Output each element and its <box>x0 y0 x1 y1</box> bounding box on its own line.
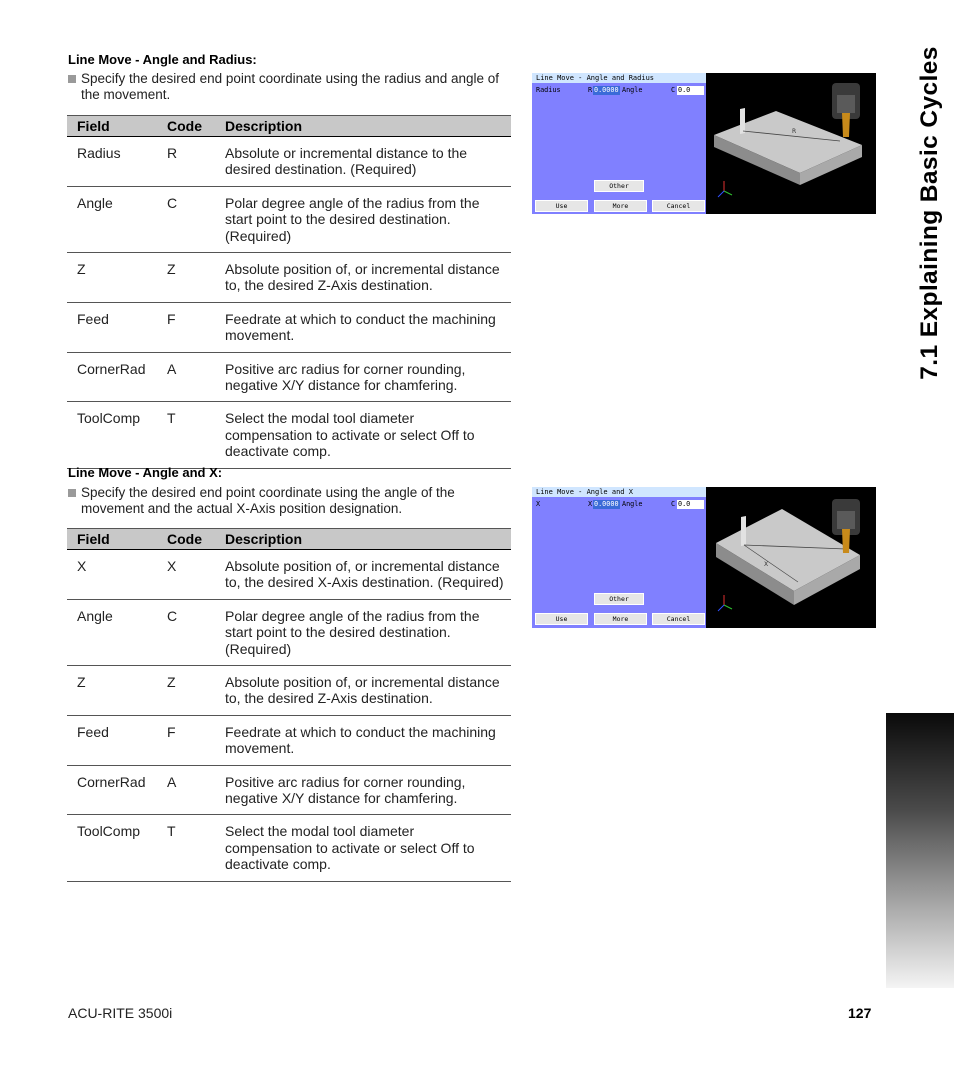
spindle-collet <box>837 95 855 113</box>
field-label-angle: Angle <box>622 86 643 94</box>
cell-field: Feed <box>67 302 157 352</box>
dialog-title: Line Move - Angle and Radius <box>532 73 706 83</box>
cancel-button[interactable]: Cancel <box>652 200 705 212</box>
field-code-c: C <box>671 500 676 508</box>
more-button[interactable]: More <box>594 200 647 212</box>
header-code: Code <box>157 529 215 550</box>
spindle-collet <box>837 511 855 529</box>
cell-field: CornerRad <box>67 765 157 815</box>
table-header-row <box>67 529 511 550</box>
bullet-text: Specify the desired end point coordinate using the radius and angle of the movement. <box>81 71 500 102</box>
cell-field: Feed <box>67 715 157 765</box>
table-row <box>67 137 511 187</box>
cell-field: Angle <box>67 599 157 665</box>
table-row <box>67 352 511 402</box>
field-table-angle-x <box>67 528 511 882</box>
axis-y <box>718 605 724 611</box>
cell-field: ToolComp <box>67 402 157 468</box>
path-label: R <box>792 128 797 135</box>
dialog-title: Line Move - Angle and X <box>532 487 706 497</box>
cell-description: Feedrate at which to conduct the machining movement. <box>215 302 511 352</box>
table-row <box>67 550 511 600</box>
field-table-angle-radius <box>67 115 511 469</box>
cell-code: C <box>157 599 215 665</box>
table-row <box>67 765 511 815</box>
cell-field: CornerRad <box>67 352 157 402</box>
axis-x <box>724 605 732 609</box>
cell-description: Polar degree angle of the radius from the start point to the desired destination. (Required) <box>215 186 511 252</box>
screenshot-angle-x <box>532 487 876 628</box>
cell-field: Radius <box>67 137 157 187</box>
cell-description: Select the modal tool diameter compensation to activate or select Off to deactivate comp. <box>215 815 511 881</box>
footer-product-name: ACU-RITE 3500i <box>68 1005 173 1021</box>
table-row <box>67 715 511 765</box>
bullet-angle-x <box>68 485 513 517</box>
axis-y <box>718 191 724 197</box>
cell-field: X <box>67 550 157 600</box>
chapter-side-title <box>906 48 954 378</box>
other-button[interactable]: Other <box>594 593 644 605</box>
cell-code: T <box>157 402 215 468</box>
use-button[interactable]: Use <box>535 200 588 212</box>
cell-code: Z <box>157 253 215 303</box>
angle-input[interactable]: 0.0 <box>677 86 704 95</box>
cell-description: Absolute position of, or incremental distance to, the desired Z-Axis destination. <box>215 666 511 716</box>
cell-description: Absolute position of, or incremental distance to, the desired X-Axis destination. (Required) <box>215 550 511 600</box>
cancel-button[interactable]: Cancel <box>652 613 705 625</box>
cell-code: T <box>157 815 215 881</box>
cell-code: C <box>157 186 215 252</box>
radius-input[interactable]: 0.0000 <box>594 86 619 94</box>
cell-description: Select the modal tool diameter compensation to activate or select Off to deactivate comp. <box>215 402 511 468</box>
cell-code: A <box>157 765 215 815</box>
cell-field: ToolComp <box>67 815 157 881</box>
cell-description: Polar degree angle of the radius from the start point to the desired destination. (Required) <box>215 599 511 665</box>
cell-code: F <box>157 302 215 352</box>
table-row <box>67 599 511 665</box>
toolpath-3d-view <box>706 487 876 628</box>
section-title-angle-radius: Line Move - Angle and Radius: <box>68 52 257 67</box>
dialog-fields <box>532 499 706 511</box>
field-label-x: X <box>536 500 541 508</box>
table-row <box>67 302 511 352</box>
cell-description: Positive arc radius for corner rounding, negative X/Y distance for chamfering. <box>215 352 511 402</box>
field-code-c: C <box>671 86 676 94</box>
dialog-fields <box>532 85 706 97</box>
bullet-square-icon <box>68 489 76 497</box>
more-button[interactable]: More <box>594 613 647 625</box>
screenshot-angle-radius <box>532 73 876 214</box>
axis-x <box>724 191 732 195</box>
header-description: Description <box>215 116 511 137</box>
field-label-radius: Radius <box>536 86 561 94</box>
angle-input[interactable]: 0.0 <box>677 500 704 509</box>
workpiece-graphic <box>706 487 876 628</box>
cell-code: F <box>157 715 215 765</box>
cell-field: Z <box>67 253 157 303</box>
header-field: Field <box>67 116 157 137</box>
cell-code: R <box>157 137 215 187</box>
cutting-tool <box>842 113 850 137</box>
table-row <box>67 186 511 252</box>
workpiece-graphic <box>706 73 876 214</box>
chapter-side-title-text: 7.1 Explaining Basic Cycles <box>916 46 943 380</box>
table-row <box>67 253 511 303</box>
field-code-r: R <box>588 86 593 94</box>
cell-description: Absolute position of, or incremental distance to, the desired Z-Axis destination. <box>215 253 511 303</box>
cell-description: Absolute or incremental distance to the desired destination. (Required) <box>215 137 511 187</box>
cell-code: X <box>157 550 215 600</box>
use-button[interactable]: Use <box>535 613 588 625</box>
cell-field: Angle <box>67 186 157 252</box>
tool-start-pin <box>741 516 746 546</box>
toolpath-3d-view <box>706 73 876 214</box>
header-code: Code <box>157 116 215 137</box>
header-field: Field <box>67 529 157 550</box>
x-input[interactable]: 0.0000 <box>594 500 619 508</box>
table-header-row <box>67 116 511 137</box>
tool-start-pin <box>740 108 745 134</box>
header-description: Description <box>215 529 511 550</box>
cell-description: Feedrate at which to conduct the machining movement. <box>215 715 511 765</box>
page-number: 127 <box>848 1005 872 1021</box>
cell-field: Z <box>67 666 157 716</box>
table-row <box>67 666 511 716</box>
path-label: X <box>764 561 769 568</box>
table-row <box>67 815 511 881</box>
cutting-tool <box>842 529 850 553</box>
cell-code: A <box>157 352 215 402</box>
cell-description: Positive arc radius for corner rounding, negative X/Y distance for chamfering. <box>215 765 511 815</box>
bullet-square-icon <box>68 75 76 83</box>
other-button[interactable]: Other <box>594 180 644 192</box>
bullet-text: Specify the desired end point coordinate using the angle of the movement and the actual X-Axis position designation. <box>81 485 455 516</box>
field-code-x: X <box>588 500 593 508</box>
cell-code: Z <box>157 666 215 716</box>
section-title-angle-x: Line Move - Angle and X: <box>68 465 223 480</box>
bullet-angle-radius <box>68 71 513 103</box>
chapter-thumb-tab <box>886 713 954 988</box>
table-row <box>67 402 511 468</box>
field-label-angle: Angle <box>622 500 643 508</box>
